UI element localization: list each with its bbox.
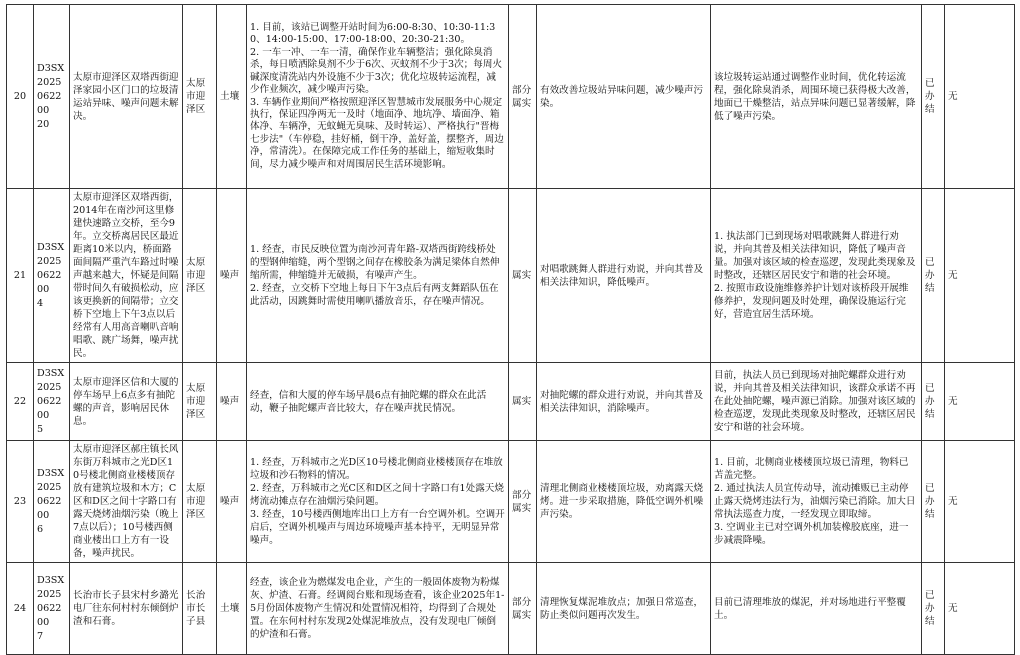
pollution-type: 噪声 [217,189,247,363]
district: 太原市迎泽区 [183,441,217,563]
row-number: 24 [7,563,34,655]
pollution-type: 土壤 [217,563,247,655]
case-code: D3SX2025062200 5 [34,363,70,441]
result: 该垃圾转运站通过调整作业时间，优化转运流程，强化除臭消杀，周围环境已获得极大改善，地面已干燥整洁，站点异味问题已显著缓解，降低了噪声污染。 [711,5,922,189]
pollution-type: 土壤 [217,5,247,189]
row-number: 20 [7,5,34,189]
verdict: 属实 [509,189,537,363]
table-row [7,189,1015,363]
row-number: 21 [7,189,34,363]
measures: 清理恢复煤泥堆放点；加强日常巡查，防止类似问题再次发生。 [537,563,711,655]
status: 已办结 [922,441,945,563]
status: 已办结 [922,189,945,363]
result: 目前，执法人员已到现场对抽陀螺群众进行劝说，并向其普及相关法律知识，该群众承诺不再在此处抽陀螺，噪声源已消除。加强对该区域的检查巡逻，发现此类现象及时整改，还辖区居民安宁和谐的社会环境。 [711,363,922,441]
complaint-content: 太原市迎泽区双塔西街迎泽家园小区门口的垃圾清运站异味、噪声问题未解决。 [70,5,183,189]
measures: 清理北侧商业楼楼顶垃圾，劝离露天烧烤。进一步采取措施，降低空调外机噪声污染。 [537,441,711,563]
status: 已办结 [922,5,945,189]
accountability: 无 [945,363,1015,441]
row-number: 23 [7,441,34,563]
investigation-detail: 1. 经查，万科城市之光D区10号楼北侧商业楼楼顶存在堆放垃圾和沙石物料的情况。 2. 经查，万科城市之光C区和D区之间十字路口有1处露天烧烤流动摊点存在油烟污染问题。 3. 经查，10号楼西侧地库出口上方有一台空调外机。空调开启后，空调外机噪声与周边环境噪声基本持平，无明显异常噪声。 [247,441,509,563]
accountability: 无 [945,563,1015,655]
case-code: D3SX2025062200 4 [34,189,70,363]
status: 已办结 [922,563,945,655]
table-row [7,563,1015,655]
result: 1. 目前，北侧商业楼楼顶垃圾已清理，物料已苫盖完整。 2. 通过执法人员宣传动导，流动摊贩已主动停止露天烧烤违法行为，油烟污染已消除。加大日常执法巡查力度，一经发现立即取缔。 3. 空调业主已对空调外机加装橡胶底座，进一步减震降噪。 [711,441,922,563]
accountability: 无 [945,189,1015,363]
complaint-table [6,4,1015,655]
verdict: 属实 [509,363,537,441]
case-code: D3SX2025062200 20 [34,5,70,189]
status: 已办结 [922,363,945,441]
investigation-detail: 1. 经查，市民反映位置为南沙河青年路-双塔西街跨线桥处的型钢伸缩缝，两个型钢之间存在橡胶条为满足梁体自然伸缩所需，伸缩缝并无破损，有噪声产生。 2. 经查，立交桥下空地上每日下午3点后有两支舞蹈队伍在此活动，因跳舞时需使用喇叭播放音乐，存在噪声情况。 [247,189,509,363]
case-code: D3SX2025062200 7 [34,563,70,655]
result: 1. 执法部门已到现场对唱歌跳舞人群进行劝说，并向其普及相关法律知识，降低了噪声音量。加强对该区域的检查巡逻，发现此类现象及时整改，还辖区居民安宁和谐的社会环境。 2. 按照市政设施维修养护计划对该桥段开展维修养护，发现问题及时处理，确保设施运行完好，营造宜居生活环境。 [711,189,922,363]
pollution-type: 噪声 [217,363,247,441]
accountability: 无 [945,441,1015,563]
verdict: 部分属实 [509,5,537,189]
pollution-type: 噪声 [217,441,247,563]
accountability: 无 [945,5,1015,189]
verdict: 部分属实 [509,563,537,655]
district: 太原市迎泽区 [183,189,217,363]
complaint-content: 太原市迎泽区双塔西街，2014年在南沙河这里修建快速路立交桥，至今9年。立交桥离居民区最近距离10米以内，桥面路面间隔严重汽车路过时噪声越来越大，怀疑是间隔带时间久有破损松动，应该更换新的间隔带；立交桥下空地上下午3点以后经常有人用高音喇叭音响唱歌、跳广场舞，噪声扰民。 [70,189,183,363]
table-row [7,363,1015,441]
investigation-detail: 1. 目前，该站已调整开站时间为6:00-8:30、10:30-11:30、14:00-15:00、17:00-18:00、20:30-21:30。 2. 一车一冲、一车一清，确保作业车辆整洁；强化除臭消杀，每日喷洒除臭剂不少于6次、灭蚊剂不少于3次；每周火碱深度清洗站内外设施不少于3次；优化垃圾转运流程，减少作业频次，减少噪声污染。 3. 车辆作业期间严格按照迎泽区智慧城市发展服务中心规定执行，保证四净两无一及时（地面净、地坑净、墙面净、箱体净、车辆净，无蚊蝇无臭味、及时转运）、严格执行"晋梅七步法"（车停稳，挂好桶，倒干净，盖好盖，摆整齐，周边净，常清洗）。在保障完成工作任务的基础上，缩短收集时间，尽力减少噪声和对周围居民生活环境影响。 [247,5,509,189]
district: 太原市迎泽区 [183,5,217,189]
complaint-content: 太原市迎泽区信和大厦的停车场早上6点多有抽陀螺的声音，影响居民休息。 [70,363,183,441]
investigation-detail: 经查，该企业为燃煤发电企业，产生的一般固体废物为粉煤灰、炉渣、石膏。经调阅台账和现场查看，该企业2025年1-5月份固体废物产生情况和处置情况相符，均得到了合规处置。在东何村村东发现2处煤泥堆放点，没有发现电厂倾倒的炉渣和石膏。 [247,563,509,655]
measures: 对唱歌跳舞人群进行劝说，并向其普及相关法律知识，降低噪声。 [537,189,711,363]
row-number: 22 [7,363,34,441]
complaint-content: 太原市迎泽区郝庄镇长风东街万科城市之光D区10号楼北侧商业楼楼顶存放有建筑垃圾和木方；C区和D区之间十字路口有露天烧烤油烟污染（晚上7点以后）；10号楼西侧商业楼出口上方有一设备，噪声扰民。 [70,441,183,563]
measures: 对抽陀螺的群众进行劝说，并向其普及相关法律知识，消除噪声。 [537,363,711,441]
result: 目前已清理堆放的煤泥，并对场地进行平整覆土。 [711,563,922,655]
measures: 有效改善垃圾站异味问题，减少噪声污染。 [537,5,711,189]
table-row [7,5,1015,189]
district: 长治市长子县 [183,563,217,655]
table-row [7,441,1015,563]
district: 太原市迎泽区 [183,363,217,441]
verdict: 部分属实 [509,441,537,563]
complaint-content: 长治市长子县宋村乡潞光电厂往东何村村东倾倒炉渣和石膏。 [70,563,183,655]
investigation-detail: 经查，信和大厦的停车场早晨6点有抽陀螺的群众在此活动，鞭子抽陀螺声音比较大，存在噪声扰民情况。 [247,363,509,441]
case-code: D3SX2025062200 6 [34,441,70,563]
